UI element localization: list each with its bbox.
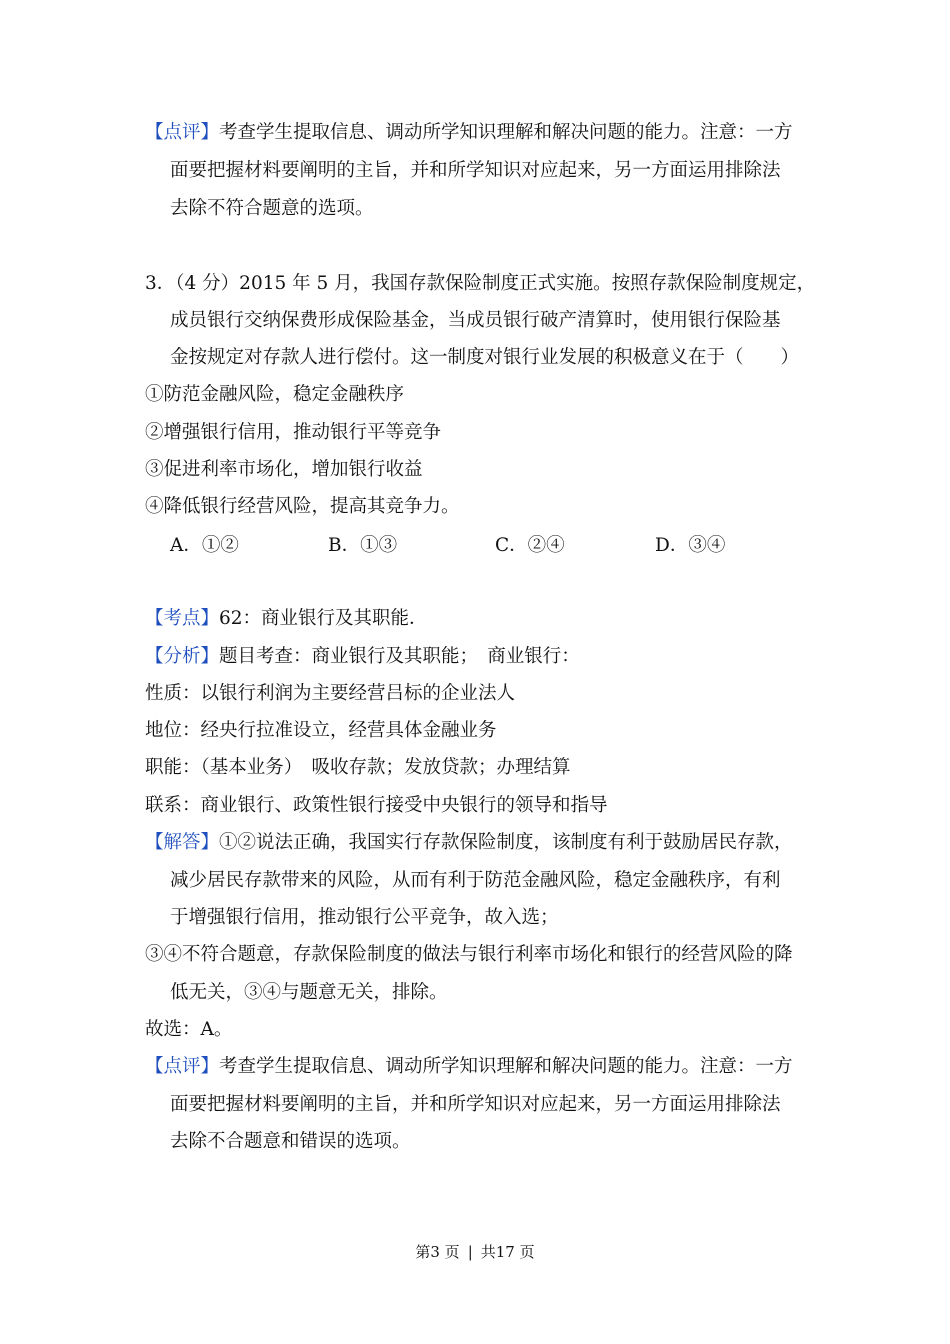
- option-d: D．③④: [655, 535, 726, 556]
- comment-text: 考查学生提取信息、调动所学知识理解和解决问题的能力。注意：一方: [219, 122, 793, 143]
- question-stem: 成员银行交纳保费形成保险基金，当成员银行破产清算时，使用银行保险基: [170, 310, 781, 331]
- comment-line: [145, 120, 793, 146]
- question-item: ②增强银行信用，推动银行平等竞争: [145, 422, 442, 443]
- question-item: ③促进利率市场化，增加银行收益: [145, 459, 423, 480]
- question-stem: 金按规定对存款人进行偿付。这一制度对银行业发展的积极意义在于（ ）: [170, 347, 800, 368]
- jieda-line: 减少居民存款带来的风险，从而有利于防范金融风险，稳定金融秩序，有利: [170, 870, 781, 891]
- question-stem: 3．（4 分）2015 年 5 月，我国存款保险制度正式实施。按照存款保险制度规定，: [145, 273, 816, 294]
- comment-tag: 【点评】: [145, 1056, 220, 1077]
- fenxi-detail: 性质：以银行利润为主要经营吕标的企业法人: [145, 683, 516, 704]
- jieda-tag: 【解答】: [145, 832, 220, 853]
- fenxi-detail: 联系：商业银行、政策性银行接受中央银行的领导和指导: [145, 795, 608, 816]
- option-a: A．①②: [170, 535, 239, 556]
- comment-line: 面要把握材料要阐明的主旨，并和所学知识对应起来，另一方面运用排除法: [170, 1094, 781, 1115]
- fenxi-line: [145, 644, 580, 670]
- option-c: C．②④: [495, 535, 565, 556]
- comment-text: 考查学生提取信息、调动所学知识理解和解决问题的能力。注意：一方: [219, 1056, 793, 1077]
- comment-line: 去除不符合题意的选项。: [170, 198, 374, 219]
- comment-line: [145, 1054, 793, 1080]
- answer-line: 故选：A。: [145, 1019, 233, 1040]
- fenxi-detail: 职能：（基本业务） 吸收存款；发放贷款；办理结算: [145, 757, 571, 778]
- kaodian-tag: 【考点】: [145, 608, 220, 629]
- fenxi-tag: 【分析】: [145, 646, 220, 667]
- question-item: ④降低银行经营风险，提高其竞争力。: [145, 496, 460, 517]
- kaodian-line: [145, 606, 428, 632]
- page-total: 共17 页: [480, 1243, 535, 1261]
- option-b: B．①③: [328, 535, 398, 556]
- comment-line: 去除不合题意和错误的选项。: [170, 1131, 411, 1152]
- page-footer: [0, 1241, 950, 1263]
- jieda-line: [145, 830, 793, 856]
- fenxi-detail: 地位：经央行拉准设立，经营具体金融业务: [145, 720, 497, 741]
- kaodian-text: 62：商业银行及其职能．: [219, 608, 428, 629]
- jieda-line: 于增强银行信用，推动银行公平竞争，故入选；: [170, 907, 559, 928]
- comment-tag: 【点评】: [145, 122, 220, 143]
- jieda-line: 低无关，③④与题意无关，排除。: [170, 982, 448, 1003]
- question-item: ①防范金融风险，稳定金融秩序: [145, 384, 405, 405]
- footer-separator: |: [467, 1243, 473, 1261]
- fenxi-text: 题目考查：商业银行及其职能； 商业银行：: [219, 646, 580, 667]
- comment-line: 面要把握材料要阐明的主旨，并和所学知识对应起来，另一方面运用排除法: [170, 160, 781, 181]
- jieda-line: ③④不符合题意，存款保险制度的做法与银行利率市场化和银行的经营风险的降: [145, 944, 793, 965]
- jieda-text: ①②说法正确，我国实行存款保险制度，该制度有利于鼓励居民存款，: [219, 832, 793, 853]
- answer-options: [170, 531, 770, 557]
- page-number: 第3 页: [415, 1243, 460, 1261]
